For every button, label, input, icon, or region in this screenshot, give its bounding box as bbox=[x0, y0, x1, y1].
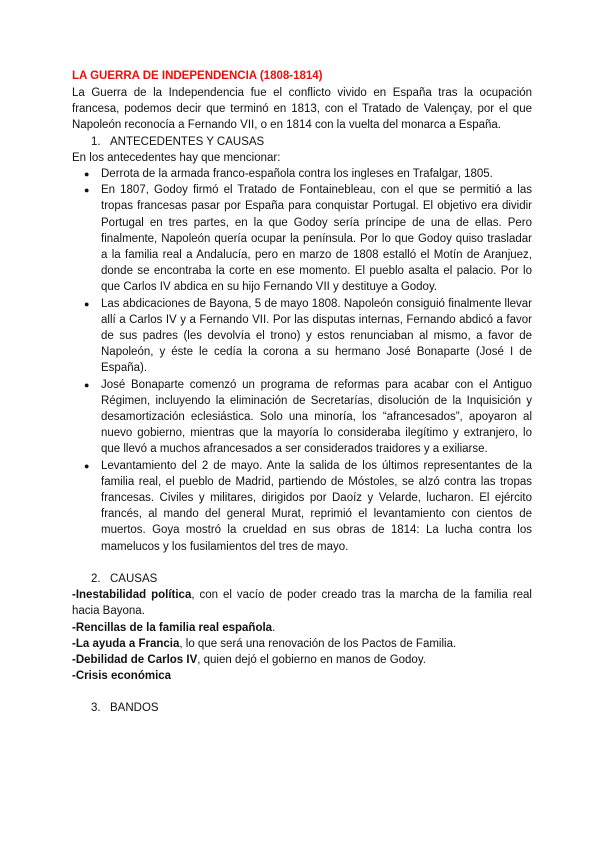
cause-item bbox=[72, 636, 532, 652]
cause-bold: -Crisis económica bbox=[72, 670, 172, 683]
intro-paragraph: La Guerra de la Independencia fue el conflicto vivido en España tras la ocupación francesa, podemos decir que terminó en 1813, con el Tratado de Valençay, por el que Napoleón reconocía a Fernando VII, o en 1814 con la vuelta del monarca a España. bbox=[72, 87, 532, 132]
section-title: BANDOS bbox=[110, 702, 159, 715]
list-item: ● Derrota de la armada franco-española contra los ingleses en Trafalgar, 1805. bbox=[101, 166, 532, 182]
antecedentes-intro: En los antecedentes hay que mencionar: bbox=[72, 151, 281, 164]
section-number: 1. bbox=[91, 135, 101, 148]
cause-text: , quien dejó el gobierno en manos de Godoy. bbox=[197, 653, 426, 666]
cause-text: , lo que será una renovación de los Pactos de Familia. bbox=[179, 637, 457, 650]
document-page bbox=[72, 68, 532, 717]
blank-line bbox=[72, 684, 532, 700]
section-number: 3. bbox=[91, 702, 101, 715]
section-heading-antecedentes bbox=[72, 134, 532, 150]
cause-bold: -La ayuda a Francia bbox=[72, 637, 180, 650]
section-title: ANTECEDENTES Y CAUSAS bbox=[110, 135, 265, 148]
section-title: CAUSAS bbox=[110, 572, 158, 585]
document-title: LA GUERRA DE INDEPENDENCIA (1808-1814) bbox=[72, 70, 323, 82]
cause-item bbox=[72, 652, 532, 668]
list-item: ● José Bonaparte comenzó un programa de reformas para acabar con el Antiguo Régimen, incluyendo la eliminación de Secretarías, disolución de la Inquisición y desamortización eclesiástica. Solo una minoría, los “afrancesados”, apoyaron al nuevo gobierno, mientras que la mayoría lo consideraba ilegítimo y extranjero, lo que llevó a muchos afrancesados a ser considerados traidores y a exiliarse. bbox=[101, 377, 532, 458]
cause-bold: -Inestabilidad política bbox=[72, 589, 192, 602]
cause-text: , con el vacío de poder creado tras la marcha de la familia real hacia Bayona. bbox=[72, 589, 532, 618]
cause-bold: -Rencillas de la familia real española bbox=[72, 621, 273, 634]
antecedentes-list bbox=[72, 166, 532, 555]
section-heading-causas bbox=[72, 571, 532, 587]
cause-item bbox=[72, 587, 532, 619]
list-item: ● Levantamiento del 2 de mayo. Ante la salida de los últimos representantes de la familia real, el pueblo de Madrid, partiendo de Móstoles, se alzó contra las tropas francesas. Civiles y militares, dirigidos por Daoíz y Velarde, lucharon. El ejército francés, al mando del general Murat, reprimió el levantamiento con cientos de muertos. Goya mostró la crueldad en sus obras de 1814: La lucha contra los mamelucos y los fusilamientos del tres de mayo. bbox=[101, 458, 532, 555]
causas-list bbox=[72, 587, 532, 684]
cause-text: . bbox=[272, 621, 276, 634]
list-item: ● Las abdicaciones de Bayona, 5 de mayo 1808. Napoleón consiguió finalmente llevar allí a Carlos IV y a Fernando VII. Por las disputas internas, Fernando abdicó a favor de sus padres (les devolvía el trono) y estos renunciaban al mismo, a favor de Napoleón, y éste le cedía la corona a su hermano José Bonaparte (José I de España). bbox=[101, 296, 532, 377]
cause-bold: -Debilidad de Carlos IV bbox=[72, 653, 198, 666]
cause-item bbox=[72, 668, 532, 684]
list-item: ● En 1807, Godoy firmó el Tratado de Fontainebleau, con el que se permitió a las tropas francesas pasar por España para conquistar Portugal. El objetivo era dividir Portugal en tres partes, en la que Godoy sería príncipe de una de ellas. Pero finalmente, Napoleón quería ocupar la península. Por lo que Godoy quiso trasladar a la familia real a Andalucía, pero en marzo de 1808 estalló el Motín de Aranjuez, donde se encontraba la corte en ese momento. El pueblo asalta el palacio. Por lo que Carlos IV abdica en su hijo Fernando VII y destituye a Godoy. bbox=[101, 182, 532, 295]
section-heading-bandos bbox=[72, 700, 532, 716]
section-number: 2. bbox=[91, 572, 101, 585]
cause-item bbox=[72, 620, 532, 636]
blank-line bbox=[72, 555, 532, 571]
